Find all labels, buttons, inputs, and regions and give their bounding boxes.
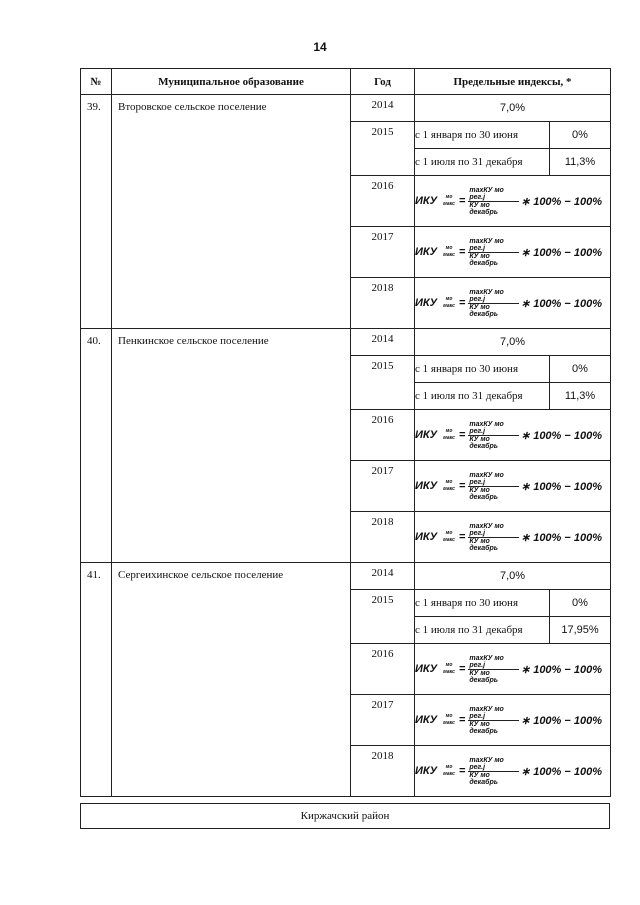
formula-sub-top: мо	[445, 764, 453, 770]
index-formula	[415, 706, 610, 735]
index-formula	[415, 421, 610, 450]
formula-sub-top: мо	[445, 662, 453, 668]
formula-iku: ИКУ	[415, 480, 438, 492]
formula-sub-top: мо	[445, 428, 453, 434]
formula-denominator: КУ мо декабрь	[469, 201, 498, 216]
header-year: Год	[351, 69, 415, 95]
formula-numerator: maxКУ мо рег.j	[468, 472, 519, 487]
index-formula	[415, 655, 610, 684]
year-2017: 2017	[351, 227, 415, 278]
formula-subscript	[443, 479, 455, 493]
formula-sub-bottom: макс	[443, 201, 455, 207]
year-2015: 2015	[351, 122, 415, 176]
year-2018: 2018	[351, 746, 415, 797]
index-2015	[415, 356, 611, 410]
formula-tail: ∗ 100% − 100%	[520, 714, 602, 727]
formula-subscript	[443, 296, 455, 310]
formula-sub-top: мо	[445, 194, 453, 200]
formula-iku: ИКУ	[415, 246, 438, 258]
period-second-half: с 1 июля по 31 декабря	[415, 149, 550, 176]
period-first-half: с 1 января по 30 июня	[415, 590, 550, 617]
formula-denominator: КУ мо декабрь	[469, 303, 498, 318]
index-2014: 7,0%	[415, 329, 611, 356]
period-second-half-value: 11,3%	[550, 149, 611, 176]
formula-iku: ИКУ	[415, 297, 438, 309]
formula-numerator: maxКУ мо рег.j	[468, 421, 519, 436]
row-number: 39.	[81, 95, 112, 329]
year-2017: 2017	[351, 695, 415, 746]
formula-2018	[415, 512, 611, 563]
period-second-half: с 1 июля по 31 декабря	[415, 617, 550, 644]
period-first-half-value: 0%	[572, 129, 588, 141]
formula-2017	[415, 227, 611, 278]
formula-2017	[415, 461, 611, 512]
year-2018: 2018	[351, 278, 415, 329]
index-formula	[415, 757, 610, 786]
formula-subscript	[443, 530, 455, 544]
formula-sub-bottom: макс	[443, 435, 455, 441]
formula-iku: ИКУ	[415, 663, 438, 675]
formula-numerator: maxКУ мо рег.j	[468, 706, 519, 721]
formula-sub-top: мо	[445, 245, 453, 251]
formula-subscript	[443, 662, 455, 676]
index-2015	[415, 122, 611, 176]
index-formula	[415, 238, 610, 267]
district-table	[80, 803, 610, 829]
formula-iku: ИКУ	[415, 531, 438, 543]
formula-subscript	[443, 713, 455, 727]
formula-sub-bottom: макс	[443, 771, 455, 777]
formula-numerator: maxКУ мо рег.j	[468, 238, 519, 253]
formula-tail: ∗ 100% − 100%	[520, 765, 602, 778]
table-header-row	[81, 69, 611, 95]
index-formula	[415, 289, 610, 318]
formula-numerator: maxКУ мо рег.j	[468, 187, 519, 202]
formula-subscript	[443, 764, 455, 778]
formula-fraction	[468, 238, 519, 267]
formula-tail: ∗ 100% − 100%	[520, 195, 602, 208]
municipality-name: Сергеихинское сельское поселение	[112, 563, 351, 797]
period-first-half-value: 0%	[572, 363, 588, 375]
formula-sub-bottom: макс	[443, 537, 455, 543]
formula-sub-top: мо	[445, 479, 453, 485]
index-2015	[415, 590, 611, 644]
formula-tail: ∗ 100% − 100%	[520, 246, 602, 259]
formula-equals: =	[458, 531, 466, 543]
year-2018: 2018	[351, 512, 415, 563]
table-row	[81, 329, 611, 356]
year-2016: 2016	[351, 410, 415, 461]
period-first-half: с 1 января по 30 июня	[415, 356, 550, 383]
year-2014: 2014	[351, 563, 415, 590]
formula-tail: ∗ 100% − 100%	[520, 663, 602, 676]
formula-numerator: maxКУ мо рег.j	[468, 289, 519, 304]
formula-numerator: maxКУ мо рег.j	[468, 655, 519, 670]
formula-2016	[415, 176, 611, 227]
formula-2018	[415, 278, 611, 329]
formula-fraction	[468, 421, 519, 450]
year-2014: 2014	[351, 329, 415, 356]
formula-equals: =	[458, 714, 466, 726]
formula-sub-top: мо	[445, 530, 453, 536]
formula-equals: =	[458, 765, 466, 777]
formula-numerator: maxКУ мо рег.j	[468, 757, 519, 772]
index-formula	[415, 187, 610, 216]
row-number: 40.	[81, 329, 112, 563]
formula-iku: ИКУ	[415, 195, 438, 207]
formula-denominator: КУ мо декабрь	[469, 537, 498, 552]
formula-sub-bottom: макс	[443, 303, 455, 309]
formula-sub-bottom: макс	[443, 252, 455, 258]
year-2017: 2017	[351, 461, 415, 512]
header-no: №	[81, 69, 112, 95]
formula-equals: =	[458, 195, 466, 207]
year-2015: 2015	[351, 590, 415, 644]
formula-subscript	[443, 194, 455, 208]
formula-fraction	[468, 655, 519, 684]
period-first-half: с 1 января по 30 июня	[415, 122, 550, 149]
municipality-name: Второвское сельское поселение	[112, 95, 351, 329]
formula-sub-bottom: макс	[443, 669, 455, 675]
formula-sub-top: мо	[445, 296, 453, 302]
period-first-half-value: 0%	[572, 597, 588, 609]
formula-numerator: maxКУ мо рег.j	[468, 523, 519, 538]
formula-tail: ∗ 100% − 100%	[520, 480, 602, 493]
formula-iku: ИКУ	[415, 714, 438, 726]
index-2014: 7,0%	[415, 563, 611, 590]
district-name: Киржачский район	[81, 804, 610, 829]
formula-equals: =	[458, 663, 466, 675]
formula-subscript	[443, 245, 455, 259]
formula-2016	[415, 410, 611, 461]
formula-denominator: КУ мо декабрь	[469, 771, 498, 786]
formula-equals: =	[458, 297, 466, 309]
year-2016: 2016	[351, 176, 415, 227]
formula-tail: ∗ 100% − 100%	[520, 429, 602, 442]
table-row	[81, 95, 611, 122]
formula-subscript	[443, 428, 455, 442]
header-municipality: Муниципальное образование	[112, 69, 351, 95]
row-number: 41.	[81, 563, 112, 797]
period-second-half-value: 17,95%	[550, 617, 611, 644]
formula-sub-bottom: макс	[443, 720, 455, 726]
index-formula	[415, 523, 610, 552]
period-second-half-value: 11,3%	[550, 383, 611, 410]
formula-2016	[415, 644, 611, 695]
formula-fraction	[468, 289, 519, 318]
index-2014: 7,0%	[415, 95, 611, 122]
formula-fraction	[468, 706, 519, 735]
formula-denominator: КУ мо декабрь	[469, 720, 498, 735]
municipality-name: Пенкинское сельское поселение	[112, 329, 351, 563]
formula-fraction	[468, 523, 519, 552]
formula-equals: =	[458, 429, 466, 441]
formula-equals: =	[458, 480, 466, 492]
header-indices: Предельные индексы, *	[415, 69, 611, 95]
period-second-half: с 1 июля по 31 декабря	[415, 383, 550, 410]
formula-tail: ∗ 100% − 100%	[520, 531, 602, 544]
formula-equals: =	[458, 246, 466, 258]
formula-2017	[415, 695, 611, 746]
formula-fraction	[468, 472, 519, 501]
formula-iku: ИКУ	[415, 429, 438, 441]
formula-2018	[415, 746, 611, 797]
formula-iku: ИКУ	[415, 765, 438, 777]
index-formula	[415, 472, 610, 501]
table-row	[81, 563, 611, 590]
formula-sub-bottom: макс	[443, 486, 455, 492]
formula-denominator: КУ мо декабрь	[469, 435, 498, 450]
year-2015: 2015	[351, 356, 415, 410]
formula-sub-top: мо	[445, 713, 453, 719]
formula-fraction	[468, 187, 519, 216]
year-2016: 2016	[351, 644, 415, 695]
formula-tail: ∗ 100% − 100%	[520, 297, 602, 310]
formula-denominator: КУ мо декабрь	[469, 486, 498, 501]
formula-denominator: КУ мо декабрь	[469, 252, 498, 267]
formula-denominator: КУ мо декабрь	[469, 669, 498, 684]
page-number: 14	[313, 40, 327, 54]
year-2014: 2014	[351, 95, 415, 122]
formula-fraction	[468, 757, 519, 786]
indices-table	[80, 68, 611, 797]
